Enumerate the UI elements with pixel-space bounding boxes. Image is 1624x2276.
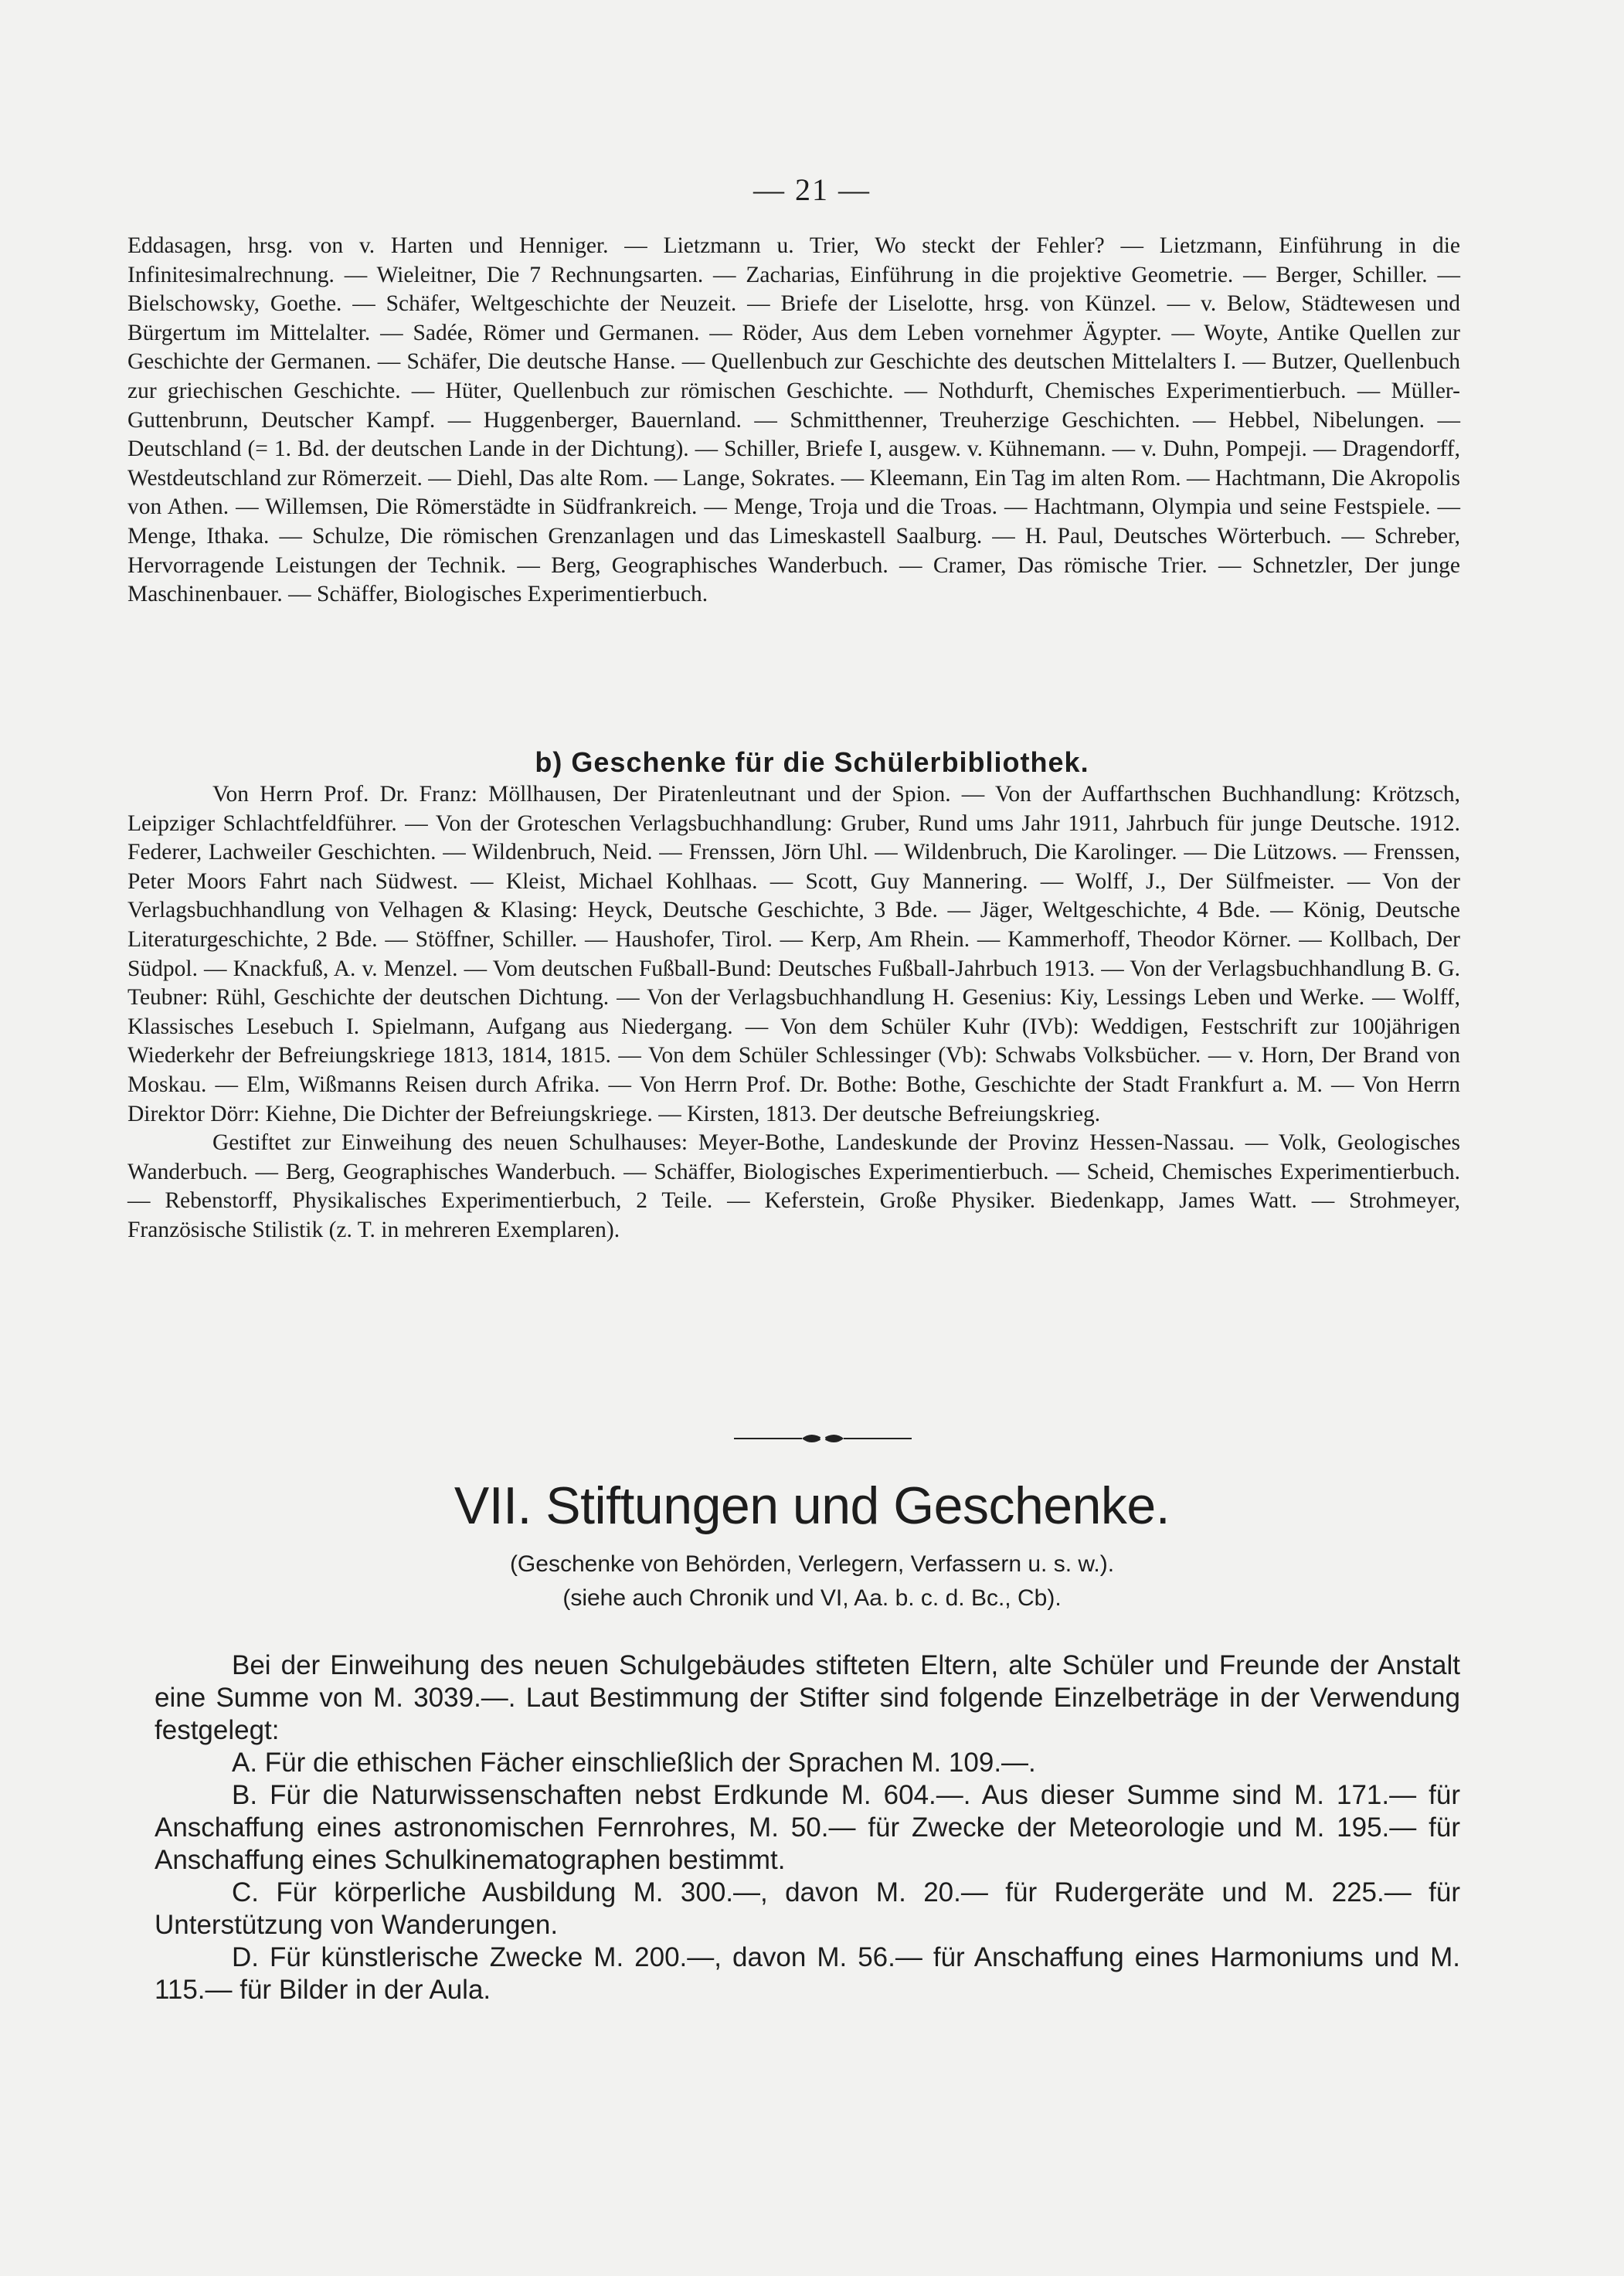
gifts-paragraph-1: Von Herrn Prof. Dr. Franz: Möllhausen, Der Piratenleutnant und der Spion. — Von der Auffarthschen Buchhandlung: Krötzsch, Leipziger Schlachtfeldführer. — Von der Groteschen Verlagsbuchhandlung: Gruber, Rund ums Jahr 1911, Jahrbuch für junge Deutsche. 1912. Federer, Lachweiler Geschichten. — Wildenbruch, Neid. — Frenssen, Jörn Uhl. — Wildenbruch, Die Karolinger. — Die Lützows. — Frenssen, Peter Moors Fahrt nach Südwest. — Kleist, Michael Kohlhaas. — Scott, Guy Mannering. — Wolff, J., Der Sülfmeister. — Von der Verlagsbuchhandlung von Velhagen & Klasing: Heyck, Deutsche Geschichte, 3 Bde. — Jäger, Weltgeschichte, 4 Bde. — König, Deutsche Literaturgeschichte, 2 Bde. — Stöffner, Schiller. — Haushofer, Tirol. — Kerp, Am Rhein. — Kammerhoff, Theodor Körner. — Kollbach, Der Südpol. — Knackfuß, A. v. Menzel. — Vom deutschen Fußball-Bund: Deutsches Fußball-Jahrbuch 1913. — Von der Verlagsbuchhandlung B. G. Teubner: Rühl, Geschichte der deutschen Dichtung. — Von der Verlagsbuchhandlung H. Gesenius: Kiy, Lessings Leben und Werke. — Wolff, Klassisches Lesebuch I. Spielmann, Aufgang aus Niedergang. — Von dem Schüler Kuhr (IVb): Weddigen, Festschrift zur 100jährigen Wiederkehr der Befreiungskriege 1813, 1814, 1815. — Von dem Schüler Schlessinger (Vb): Schwabs Volksbücher. — v. Horn, Der Brand von Moskau. — Elm, Wißmanns Reisen durch Afrika. — Von Herrn Prof. Dr. Bothe: Bothe, Geschichte der Stadt Frankfurt a. M. — Von Herrn Direktor Dörr: Kiehne, Die Dichter der Befreiungskriege. — Kirsten, 1813. Der deutsche Befreiungskrieg. xyxy=(127,782,1460,1126)
library-acquisitions-list xyxy=(127,232,1460,610)
endowment-item-d: D. Für künstlerische Zwecke M. 200.—, davon M. 56.— für Anschaffung eines Harmoniums und M. 115.— für Bilder in der Aula. xyxy=(155,1942,1460,2005)
student-library-gifts xyxy=(127,780,1460,1245)
section-b-heading: b) Geschenke für die Schülerbibliothek. xyxy=(535,746,1089,778)
section-title: VII. Stiftungen und Geschenke. xyxy=(454,1476,1170,1535)
endowment-item-a: A. Für die ethischen Fächer einschließlich der Sprachen M. 109.—. xyxy=(232,1748,1036,1778)
endowment-intro: Bei der Einweihung des neuen Schulgebäudes stifteten Eltern, alte Schüler und Freunde der Anstalt eine Summe von M. 3039.—. Laut Bestimmung der Stifter sind folgende Einzelbeträge in der Verwendung festgelegt: xyxy=(155,1650,1460,1745)
page-number: — 21 — xyxy=(753,172,871,207)
section-subtitle-2: (siehe auch Chronik und VI, Aa. b. c. d. Bc., Cb). xyxy=(562,1585,1062,1611)
endowment-item-c: C. Für körperliche Ausbildung M. 300.—, davon M. 20.— für Rudergeräte und M. 225.— für Unterstützung von Wanderungen. xyxy=(155,1877,1460,1940)
gifts-paragraph-2: Gestiftet zur Einweihung des neuen Schulhauses: Meyer-Bothe, Landeskunde der Provinz Hessen-Nassau. — Volk, Geologisches Wanderbuch. — Berg, Geographisches Wanderbuch. — Schäffer, Biologisches Experimentierbuch. — Scheid, Chemisches Experimentierbuch. — Rebenstorff, Physikalisches Experimentierbuch, 2 Teile. — Keferstein, Große Physiker. Biedenkapp, James Watt. — Strohmeyer, Französische Stilistik (z. T. in mehreren Exemplaren). xyxy=(127,1130,1460,1242)
endowments-text xyxy=(155,1649,1460,2006)
divider-ornament-icon xyxy=(734,1429,912,1448)
endowment-item-b: B. Für die Naturwissenschaften nebst Erdkunde M. 604.—. Aus dieser Summe sind M. 171.— für Anschaffung eines astronomischen Fernrohres, M. 50.— für Zwecke der Meteorologie und M. 195.— für Anschaffung eines Schulkinematographen bestimmt. xyxy=(155,1780,1460,1875)
section-subtitle-1: (Geschenke von Behörden, Verlegern, Verfassern u. s. w.). xyxy=(509,1551,1115,1577)
book-list-paragraph: Eddasagen, hrsg. von v. Harten und Henniger. — Lietzmann u. Trier, Wo steckt der Fehler? — Lietzmann, Einführung in die Infinitesimalrechnung. — Wieleitner, Die 7 Rechnungsarten. — Zacharias, Einführung in die projektive Geometrie. — Berger, Schiller. — Bielschowsky, Goethe. — Schäfer, Weltgeschichte der Neuzeit. — Briefe der Liselotte, hrsg. von Künzel. — v. Below, Städtewesen und Bürgertum im Mittelalter. — Sadée, Römer und Germanen. — Röder, Aus dem Leben vornehmer Ägypter. — Woyte, Antike Quellen zur Geschichte der Germanen. — Schäfer, Die deutsche Hanse. — Quellenbuch zur Geschichte des deutschen Mittelalters I. — Butzer, Quellenbuch zur griechischen Geschichte. — Hüter, Quellenbuch zur römischen Geschichte. — Nothdurft, Chemisches Experimentierbuch. — Müller-Guttenbrunn, Deutscher Kampf. — Huggenberger, Bauernland. — Schmitthenner, Treuherzige Geschichten. — Hebbel, Nibelungen. — Deutschland (= 1. Bd. der deutschen Lande in der Dichtung). — Schiller, Briefe I, ausgew. v. Kühnemann. — v. Duhn, Pompeji. — Dragendorff, Westdeutschland zur Römerzeit. — Diehl, Das alte Rom. — Lange, Sokrates. — Kleemann, Ein Tag im alten Rom. — Hachtmann, Die Akropolis von Athen. — Willemsen, Die Römerstädte in Südfrankreich. — Menge, Troja und die Troas. — Hachtmann, Olympia und seine Festspiele. — Menge, Ithaka. — Schulze, Die römischen Grenzanlagen und das Limeskastell Saalburg. — H. Paul, Deutsches Wörterbuch. — Schreber, Hervorragende Leistungen der Technik. — Berg, Geographisches Wanderbuch. — Cramer, Das römische Trier. — Schnetzler, Der junge Maschinenbauer. — Schäffer, Biologisches Experimentierbuch. xyxy=(127,233,1460,607)
